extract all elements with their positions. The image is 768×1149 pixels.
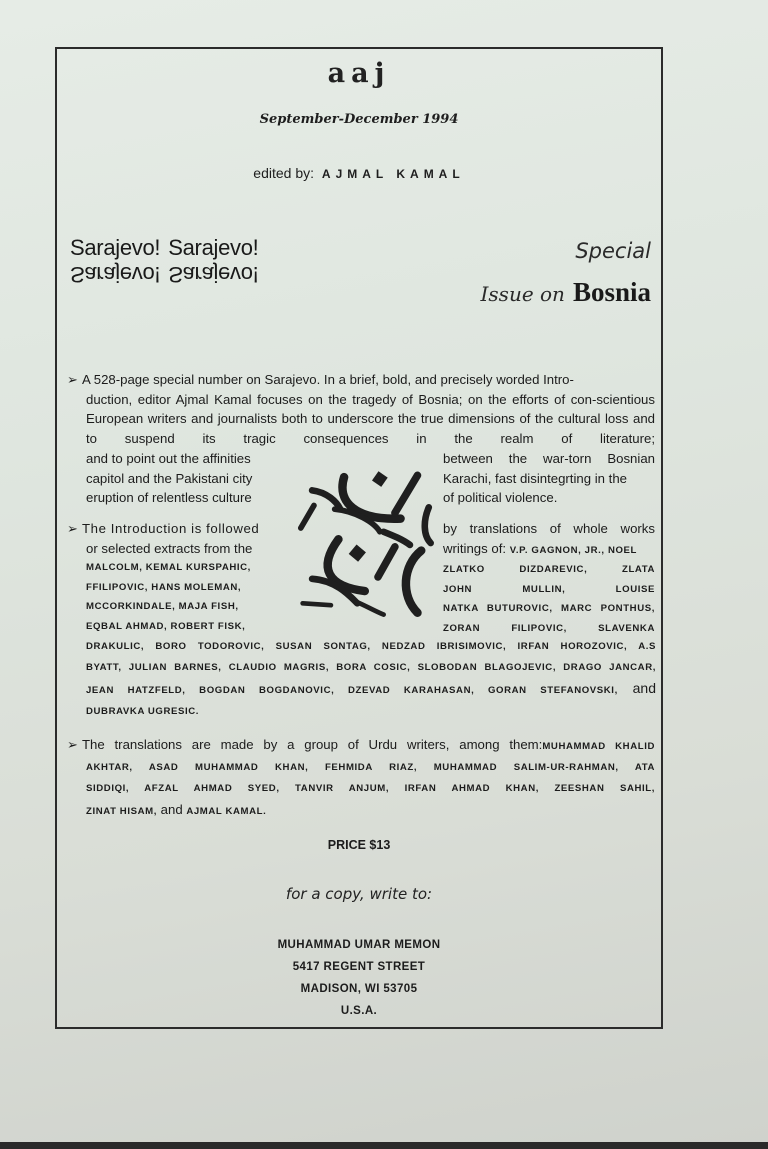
intro-right-column: between the war-torn Bosnian Karachi, fast disintegrting in the of political violence. — [443, 451, 655, 505]
price: PRICE $13 — [327, 838, 391, 852]
sarajevo-mirrored-line: Sarajevo! Sarajevo! — [70, 262, 259, 287]
order-instruction: for a copy, write to: — [285, 885, 433, 903]
translators-paragraph: ➢ The translations are made by a group of Urdu writers, among them:MUHAMMAD KHALID AKHTAR, ASAD MUHAMMAD KHAN, FEHMIDA RIAZ, MUHAMMAD SALIM-UR-RAHMAN, ATA SIDDIQI, AFZAL AHMAD SYED, TANVIR ANJUM, IRFAN AHMAD KHAN, ZEESHAN SAHIL, ZINAT HISAM, and AJMAL KAMAL. — [67, 734, 655, 822]
intro-left-column: and to point out the affinities capitol and the Pakistani city eruption of relentless culture — [86, 451, 253, 505]
editor-label: edited by: — [253, 165, 315, 181]
arrow-bullet-icon: ➢ — [67, 737, 78, 752]
page-bottom-edge — [0, 1142, 768, 1149]
editor-name: AJMAL KAMAL — [321, 167, 465, 181]
ad-frame — [55, 47, 663, 1029]
intro-paragraph: ➢ A 528-page special number on Sarajevo. In a brief, bold, and precisely worded Intro- duction, editor Ajmal Kamal focuses on the tragedy of Bosnia; on the efforts of con-scientious European writers and journalists both to underscore the true dimensions of the cultural loss and to suspend its tragic consequences in the realm of literature; — [67, 372, 655, 446]
journal-logo: aaj — [327, 58, 391, 89]
issue-subject — [481, 277, 651, 308]
arrow-bullet-icon: ➢ — [67, 372, 78, 387]
special-label: Special — [575, 239, 651, 263]
arrow-bullet-icon: ➢ — [67, 521, 78, 536]
subject-bosnia: Bosnia — [572, 277, 651, 307]
editor-credit — [57, 165, 661, 181]
address-country: U.S.A. — [340, 1005, 378, 1017]
address-name: MUHAMMAD UMAR MEMON — [277, 939, 441, 951]
mailing-address — [57, 934, 661, 1022]
issue-on-label: Issue on — [480, 282, 565, 306]
sarajevo-line: Sarajevo! Sarajevo! — [70, 235, 259, 260]
address-street: 5417 REGENT STREET — [292, 961, 426, 973]
translated-authors-list: DRAKULIC, BORO TODOROVIC, SUSAN SONTAG, NEDZAD IBRISIMOVIC, IRFAN HOROZOVIC, A.S BYATT, JULIAN BARNES, CLAUDIO MAGRIS, BORA COSIC, SLOBODAN BLAGOJEVIC, DRAGO JANCAR, JEAN HATZFELD, BOGDAN BOGDANOVIC, DZEVAD KARAHASAN, GORAN STEFANOVSKI, and DUBRAVKA UGRESIC. — [86, 641, 656, 717]
urdu-calligraphy-icon — [287, 464, 452, 624]
sarajevo-title — [70, 235, 259, 287]
translations-right-column: by translations of whole works writings of: V.P. GAGNON, JR., NOEL ZLATKO DIZDAREVIC, ZLATA JOHN MULLIN, LOUISE NATKA BUTUROVIC, MARC PONTHUS, ZORAN FILIPOVIC, SLAVENKA — [443, 521, 655, 634]
issue-date: September-December 1994 — [259, 112, 459, 127]
translations-left-column: ➢ The Introduction is followed or selected extracts from the MALCOLM, KEMAL KURSPAHIC, FFILIPOVIC, HANS MOLEMAN, MCCORKINDALE, MAJA FISH, EQBAL AHMAD, ROBERT FISK, — [67, 521, 260, 632]
address-city: MADISON, WI 53705 — [300, 983, 418, 995]
